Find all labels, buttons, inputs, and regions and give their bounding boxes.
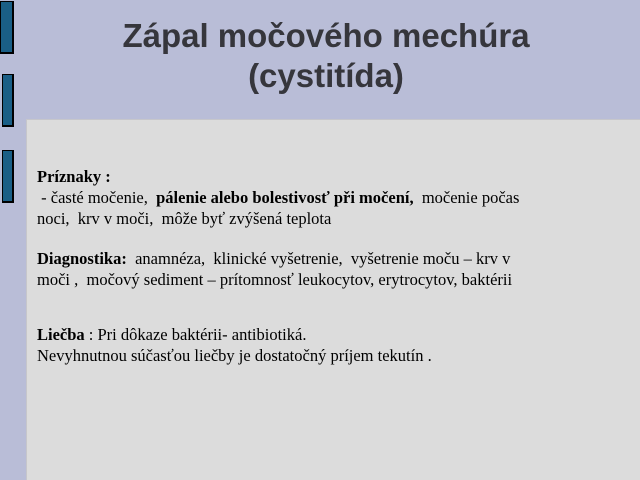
text-segment: moči , močový sediment – prítomnosť leukocytov, erytrocytov, baktérii [37, 270, 513, 289]
text-segment: : Pri dôkaze baktérii- antibiotiká. [84, 325, 307, 344]
paragraph-priznaky [37, 166, 636, 229]
content-box [26, 119, 640, 480]
text-line [37, 166, 636, 187]
text-segment-bold: Diagnostika: [37, 249, 127, 268]
text-line [37, 324, 636, 345]
paragraph-liecba [37, 324, 636, 366]
slide-title-line-1: Zápal močového mechúra [122, 17, 530, 54]
text-line [37, 269, 636, 290]
text-line [37, 187, 636, 208]
text-segment-bold: Príznaky : [37, 167, 111, 186]
text-segment: noci, krv v moči, môže byť zvýšená teplota [37, 209, 332, 228]
text-line [37, 248, 636, 269]
text-segment: močenie počas [413, 188, 520, 207]
slide-title-line-2: (cystitída) [248, 57, 404, 94]
text-line [37, 208, 636, 229]
text-segment-bold: Liečba [37, 325, 85, 344]
text-segment: Nevyhnutnou súčasťou liečby je dostatočný príjem tekutín . [37, 346, 432, 365]
text-segment: - časté močenie, [37, 188, 157, 207]
left-accent-bar [0, 1, 14, 54]
text-line [37, 345, 636, 366]
text-segment-bold: pálenie alebo bolestivosť při močení, [156, 188, 414, 207]
left-accent-bar [2, 74, 14, 127]
body-text [37, 166, 636, 366]
left-accent-bar [2, 150, 14, 203]
text-segment: anamnéza, klinické vyšetrenie, vyšetrenie moču – krv v [126, 249, 511, 268]
paragraph-diagnostika [37, 248, 636, 290]
slide-title [20, 16, 632, 96]
